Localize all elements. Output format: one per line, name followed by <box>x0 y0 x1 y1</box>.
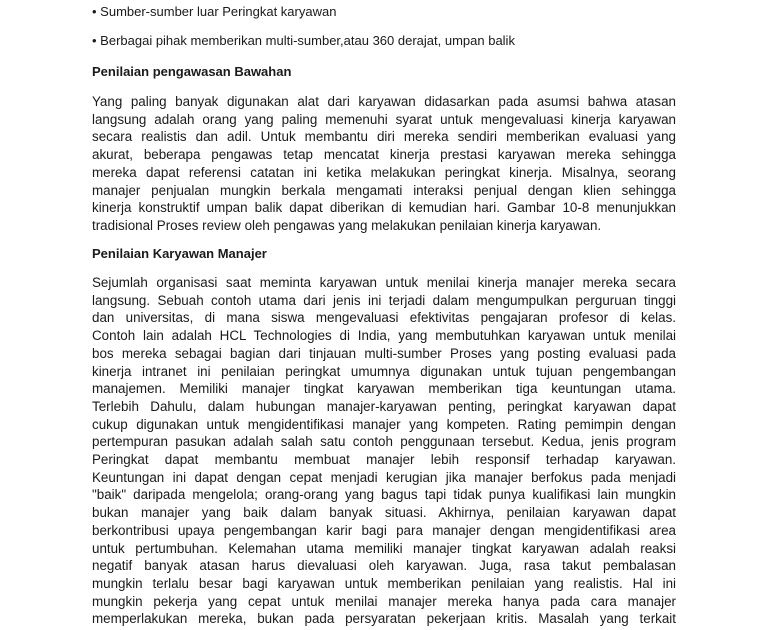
section-heading-supervisor-rating: Penilaian pengawasan Bawahan <box>92 64 292 79</box>
paragraph-line: untuk pertumbuhan. Kelemahan utama memiliki manajer tingkat karyawan adalah reaksi <box>92 540 676 556</box>
paragraph-line: Terlebih Dahulu, dalam hubungan manajer-karyawan penting, peringkat karyawan dapat <box>92 398 676 414</box>
paragraph-line: secara realistis dan adil. Untuk membantu diri mereka sendiri memberikan evaluasi yang <box>92 129 676 145</box>
paragraph-line: langsung adalah orang yang paling memenuhi syarat untuk mengevaluasi kinerja karyawan <box>92 111 676 127</box>
section-heading-employee-rating-manager: Penilaian Karyawan Manajer <box>92 246 267 261</box>
paragraph-line: kinerja konstruktif umpan balik dapat diberikan di kemudian hari. Gambar 10-8 menunjukkan <box>92 200 676 216</box>
paragraph-line: bukan manajer yang baik dalam banyak situasi. Akhirnya, penilaian karyawan dapat <box>92 505 676 521</box>
paragraph-line: berkontribusi upaya pengembangan karir bagi para manajer dengan mengidentifikasi area <box>92 522 676 538</box>
paragraph-line: Sejumlah organisasi saat meminta karyawan untuk menilai kinerja manajer mereka secara <box>92 275 676 290</box>
paragraph-line: manajer penjualan mungkin berkala mengamati interaksi penjual dengan klien sehingga <box>92 182 676 198</box>
paragraph-line: pertempuran pasukan adalah salah satu contoh penggunaan tersebut. Kedua, jenis program <box>92 434 676 450</box>
paragraph-line: kinerja intranet ini penilaian peringkat umumnya digunakan untuk tujuan pengembangan <box>92 363 676 379</box>
paragraph-line: memperlakukan mereka, bukan pada persyaratan pekerjaan kritis. Masalah yang terkait <box>92 611 676 627</box>
paragraph-supervisor-rating <box>92 93 676 235</box>
bullet-item-external-sources: • Sumber-sumber luar Peringkat karyawan <box>92 4 337 19</box>
paragraph-line: mungkin pekerja yang cepat untuk menilai manajer mereka hanya pada cara manajer <box>92 593 676 609</box>
paragraph-line: langsung. Sebuah contoh utama dari jenis ini terjadi dalam mengumpulkan perguruan tinggi <box>92 292 676 308</box>
paragraph-line: mereka dapat referensi catatan ini ketika melakukan peringkat kinerja. Misalnya, seorang <box>92 164 676 180</box>
paragraph-line: Peringkat dapat membantu membuat manajer lebih responsif terhadap karyawan. <box>92 452 676 468</box>
paragraph-line: Contoh lain adalah HCL Technologies di India, yang membutuhkan karyawan untuk menilai <box>92 328 676 344</box>
paragraph-line: dan universitas, di mana siswa mengevaluasi efektivitas pengajaran profesor di kelas. <box>92 310 676 326</box>
paragraph-line: mungkin terlalu besar bagi karyawan untuk memberikan penilaian yang realistis. Hal ini <box>92 575 676 591</box>
paragraph-employee-rating-manager <box>92 274 676 628</box>
paragraph-line: manajemen. Memiliki manajer tingkat karyawan memberikan tiga keuntungan utama. <box>92 381 676 397</box>
paragraph-line: Yang paling banyak digunakan alat dari karyawan didasarkan pada asumsi bahwa atasan <box>92 94 676 109</box>
paragraph-line: bos mereka sebagai bagian dari tinjauan multi-sumber Proses yang posting evaluasi pada <box>92 345 676 361</box>
paragraph-line: negatif banyak atasan harus dievaluasi oleh karyawan. Juga, rasa takut pembalasan <box>92 558 676 574</box>
bullet-item-multi-source: • Berbagai pihak memberikan multi-sumber,atau 360 derajat, umpan balik <box>92 33 515 48</box>
paragraph-line: cukup digunakan untuk mengidentifikasi manajer yang kompeten. Rating pemimpin dengan <box>92 416 676 432</box>
paragraph-line: tradisional Proses review oleh pengawas yang melakukan penilaian kinerja karyawan. <box>92 217 602 233</box>
paragraph-line: "baik" daripada mengelola; orang-orang yang bagus tapi tidak punya kualifikasi lain mungkin <box>92 487 676 503</box>
paragraph-line: akurat, beberapa pengawas tetap mencatat kinerja prestasi karyawan mereka sehingga <box>92 147 676 163</box>
paragraph-line: Keuntungan ini dapat dengan cepat menjadi kerugian jika manajer berfokus pada menjadi <box>92 469 676 485</box>
